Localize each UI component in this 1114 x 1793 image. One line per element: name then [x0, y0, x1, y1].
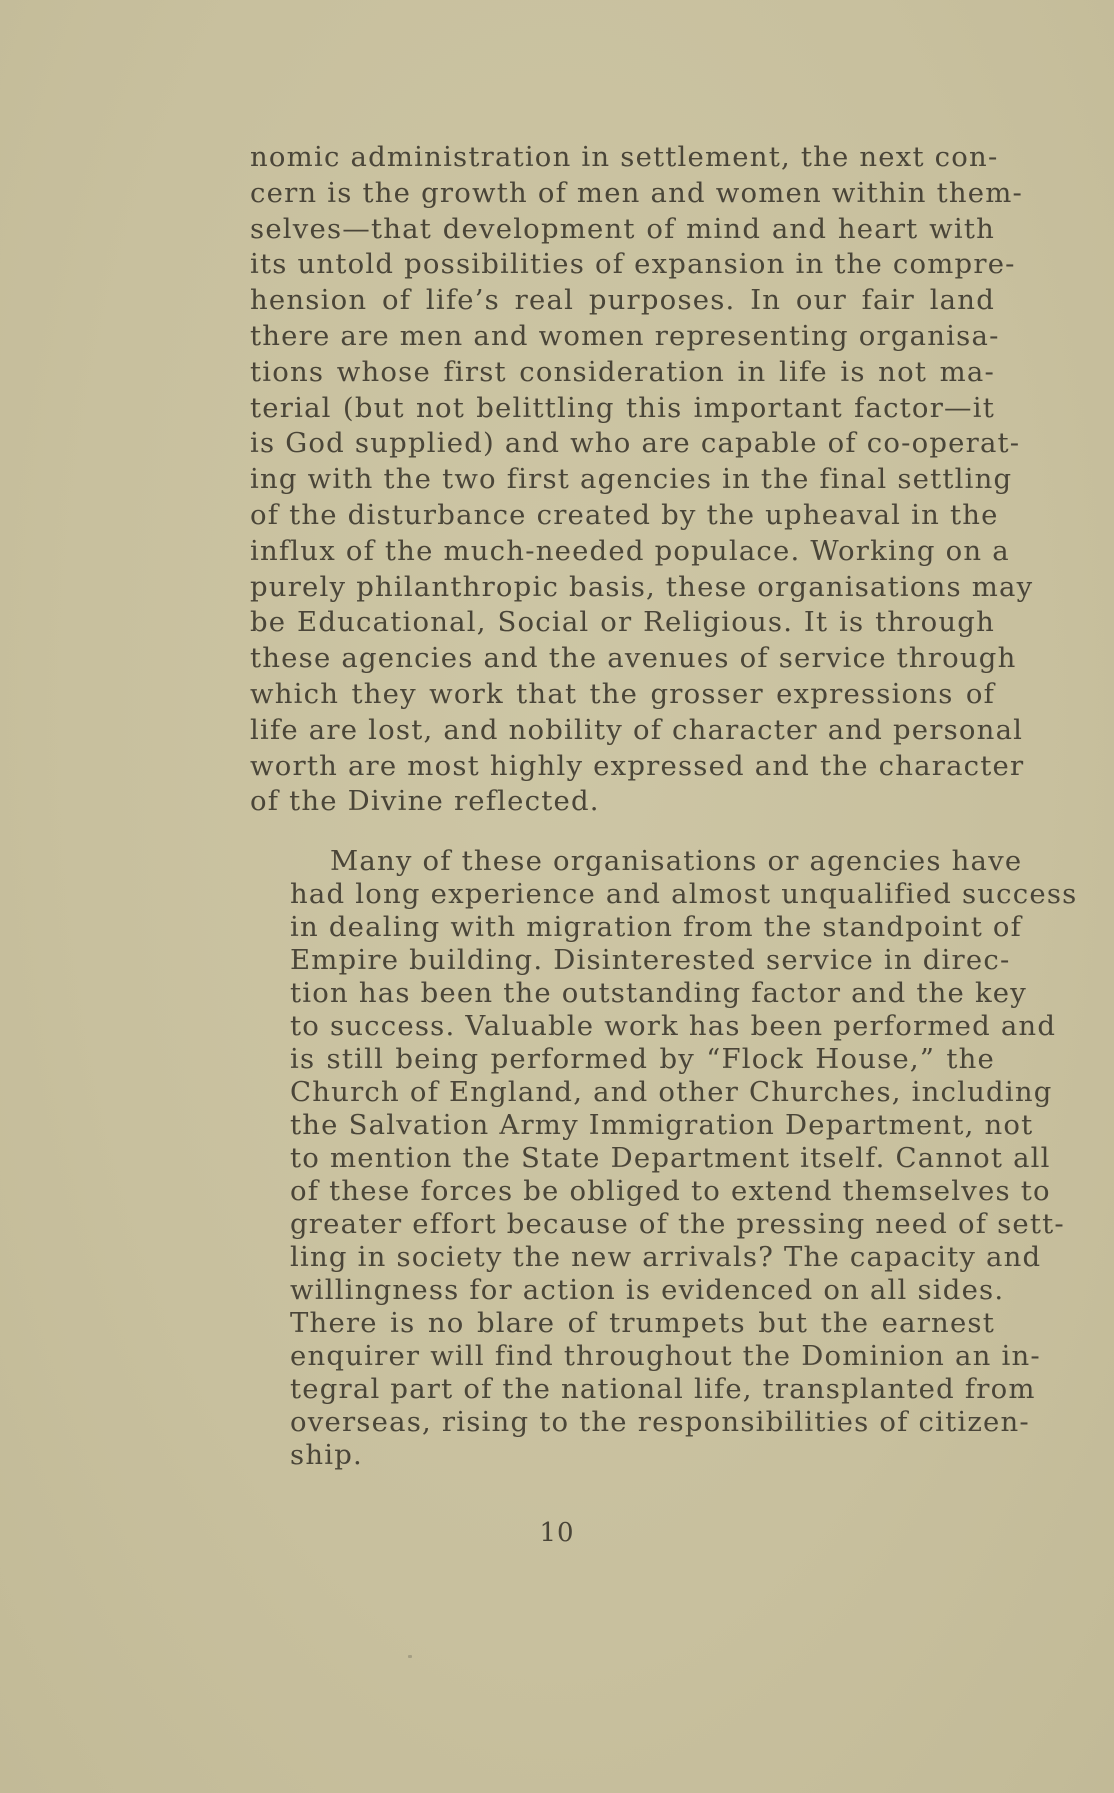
text-line: which they work that the grosser expressions of [250, 677, 995, 710]
text-line: of the disturbance created by the upheaval in the [250, 498, 999, 531]
text-line: overseas, rising to the responsibilities of citizen- [290, 1406, 1030, 1439]
text-line: influx of the much-needed populace. Working on a [250, 534, 1010, 567]
text-line: these agencies and the avenues of service through [250, 642, 1017, 675]
text-line: Empire building. Disinterested service in direc- [290, 944, 1011, 977]
text-line: ship. [290, 1439, 363, 1472]
text-line: hension of life’s real purposes. In our fair land [250, 284, 995, 317]
text-line: is still being performed by “Flock House,” the [290, 1043, 995, 1076]
text-line: to success. Valuable work has been performed and [290, 1010, 1057, 1043]
text-line: There is no blare of trumpets but the earnest [290, 1307, 995, 1340]
paragraph-1 [250, 140, 1034, 820]
text-line: life are lost, and nobility of character and personal [250, 713, 1024, 746]
text-line: in dealing with migration from the standpoint of [290, 911, 1023, 944]
text-line: cern is the growth of men and women within them- [250, 176, 1024, 209]
text-line: greater effort because of the pressing need of sett- [290, 1208, 1065, 1241]
text-line: Church of England, and other Churches, including [290, 1076, 1053, 1109]
text-line: tions whose first consideration in life is not ma- [250, 355, 995, 388]
text-line: tegral part of the national life, transplanted from [290, 1373, 1036, 1406]
text-line: ling in society the new arrivals? The capacity and [290, 1241, 1042, 1274]
text-line: Many of these organisations or agencies have [330, 845, 1023, 878]
text-line: worth are most highly expressed and the character [250, 749, 1025, 782]
text-line: had long experience and almost unqualified success [290, 878, 1078, 911]
text-line: willingness for action is evidenced on all sides. [290, 1274, 1005, 1307]
text-line: to mention the State Department itself. Cannot all [290, 1142, 1051, 1175]
text-line: is God supplied) and who are capable of co-operat- [250, 427, 1021, 460]
text-line: be Educational, Social or Religious. It is through [250, 606, 995, 639]
paragraph-2 [250, 845, 1078, 1472]
text-line: of these forces be obliged to extend themselves to [290, 1175, 1051, 1208]
text-line: enquirer will find throughout the Dominion an in- [290, 1340, 1041, 1373]
text-line: of the Divine reflected. [250, 785, 600, 818]
text-line: terial (but not belittling this important factor—it [250, 391, 995, 424]
page-number: 10 [539, 1518, 575, 1548]
text-line: nomic administration in settlement, the next con- [250, 141, 999, 173]
text-line: tion has been the outstanding factor and the key [290, 977, 1028, 1010]
text-line: the Salvation Army Immigration Department, not [290, 1109, 1034, 1142]
text-line: its untold possibilities of expansion in the compre- [250, 248, 1016, 281]
text-line: selves—that development of mind and heart with [250, 212, 995, 245]
text-line: purely philanthropic basis, these organisations may [250, 570, 1034, 603]
paper-speck [408, 1655, 412, 1658]
body-text [250, 140, 1078, 1472]
text-line: ing with the two first agencies in the final settling [250, 463, 1013, 496]
text-line: there are men and women representing organisa- [250, 319, 1000, 352]
